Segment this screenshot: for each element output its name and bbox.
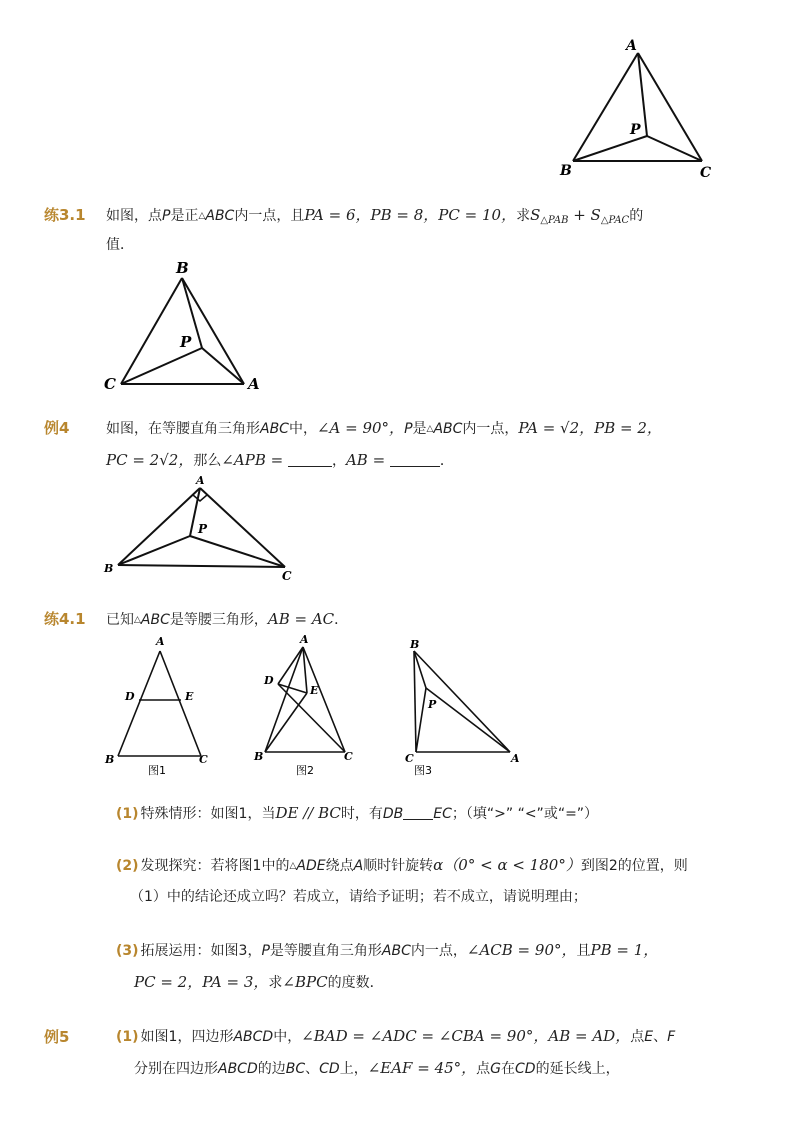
fig3-caption: 图3 — [414, 764, 432, 777]
label-C: C — [104, 375, 116, 393]
exercise-4-1-tag: 练4.1 — [44, 610, 86, 628]
example-5-line2: 分别在四边形ABCD的边BC、CD上，∠EAF = 45°，点G在CD的延长线上， — [134, 1059, 620, 1077]
label-A: A — [196, 474, 205, 487]
label-B: B — [176, 259, 189, 277]
answer-blank-compare[interactable] — [403, 805, 433, 820]
exercise-3-1-line2: 值． — [106, 237, 134, 253]
fig1-label-B: B — [105, 753, 115, 766]
exercise-4-1-line1: 已知△ABC是等腰三角形，AB = AC． — [106, 610, 349, 628]
question-2-line2: （1）中的结论还成立吗？若成立，请给予证明；若不成立，请说明理由； — [130, 889, 587, 905]
label-B: B — [560, 163, 572, 179]
fig2-caption: 图2 — [296, 764, 314, 777]
label-P: P — [630, 122, 641, 138]
fig1-label-A: A — [156, 635, 165, 648]
fig2-label-D: D — [264, 674, 274, 687]
fig3-label-B: B — [410, 638, 420, 651]
fig3-label-P: P — [428, 698, 437, 711]
label-A: A — [248, 375, 260, 393]
example-4-tag: 例4 — [44, 419, 70, 437]
fig3-label-C: C — [405, 752, 414, 765]
fig2-label-A: A — [300, 633, 309, 646]
fig1-caption: 图1 — [148, 764, 166, 777]
exercise-3-1-line1: 如图，点P是正△ABC内一点，且PA = 6，PB = 8，PC = 10，求$S_{\triangle PAB} + S_{\triangle PAC}$的 — [106, 206, 644, 226]
example-4-line1: 如图，在等腰直角三角形ABC中，∠A = 90°，P是△ABC内一点，PA = √2，PB = 2， — [106, 419, 662, 437]
label-A: A — [626, 38, 637, 54]
label-C: C — [282, 569, 292, 583]
label-B: B — [104, 562, 114, 575]
example-5-line1: (1) 如图1，四边形ABCD中，∠BAD = ∠ADC = ∠CBA = 90°，AB = AD，点E、F — [116, 1027, 676, 1045]
question-3-line2: PC = 2，PA = 3，求∠BPC的度数． — [134, 973, 384, 991]
exercise-3-1-tag: 练3.1 — [44, 206, 86, 224]
question-1-line: (1) 特殊情形：如图1，当DE // BC时，有DB EC；（填“>” “<”或“=”） — [116, 804, 599, 822]
label-P: P — [198, 522, 208, 536]
question-2-line1: (2) 发现探究：若将图1中的△ADE绕点A顺时针旋转α（0° < α < 180°）到图2的位置，则 — [116, 856, 688, 874]
fig1-label-D: D — [125, 690, 135, 703]
fig3-label-A: A — [511, 752, 520, 765]
example-4-line2: PC = 2√2，那么∠APB = ，AB = ． — [106, 451, 454, 469]
question-3-line1: (3) 拓展运用：如图3，P是等腰直角三角形ABC内一点，∠ACB = 90°，且PB = 1， — [116, 941, 659, 959]
fig2-label-C: C — [344, 750, 353, 763]
fig2-label-E: E — [310, 684, 319, 697]
fig2-label-B: B — [254, 750, 264, 763]
example-5-tag: 例5 — [44, 1028, 70, 1046]
fig1-label-C: C — [199, 753, 208, 766]
fig1-label-E: E — [185, 690, 194, 703]
label-C: C — [700, 165, 712, 181]
label-P: P — [180, 333, 192, 351]
